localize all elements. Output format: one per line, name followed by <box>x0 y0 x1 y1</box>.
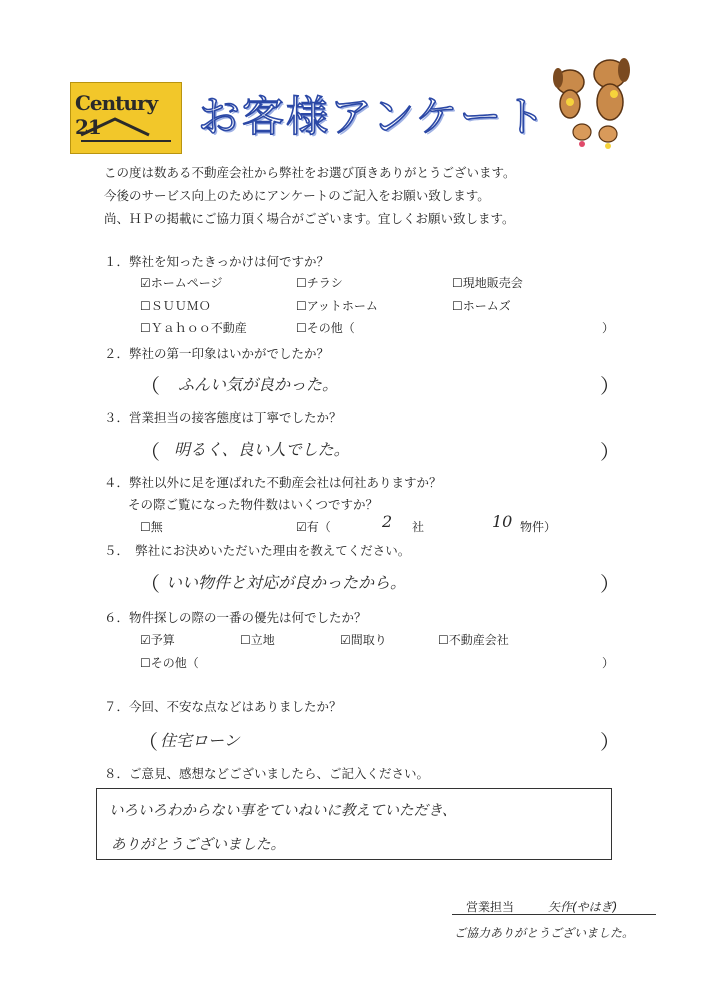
checkbox-location[interactable]: ☐立地 <box>240 633 275 647</box>
checkbox-icon: ☐ <box>140 299 151 313</box>
house-roof-icon <box>79 111 173 145</box>
checkbox-icon: ☐ <box>296 276 307 290</box>
checkbox-checked-icon: ☑ <box>340 633 351 647</box>
question-4: ４．弊社以外に足を運ばれた不動産会社は何社ありますか？ <box>104 475 442 490</box>
property-count[interactable]: 10 <box>492 512 513 531</box>
question-5: ５． 弊社にお決めいただいた理由を教えてください。 <box>104 543 411 558</box>
q7-close-paren: ） <box>600 730 620 754</box>
thanks-text: ご協力ありがとうございました。 <box>454 926 635 940</box>
checkbox-icon: ☐ <box>140 656 151 670</box>
q1-close-paren: ） <box>602 321 615 335</box>
q3-close-paren: ） <box>600 440 620 464</box>
staff-name: 矢作(やはぎ) <box>548 900 618 914</box>
q2-open-paren: （ <box>140 374 160 398</box>
checkbox-suumo[interactable]: ☐ＳＵＵＭＯ <box>140 299 211 313</box>
checkbox-icon: ☐ <box>140 520 151 534</box>
badge-icon <box>566 98 574 106</box>
checkbox-icon: ☐ <box>296 299 307 313</box>
checkbox-icon: ☐ <box>240 633 251 647</box>
checkbox-checked-icon: ☑ <box>140 276 151 290</box>
question-2: ２．弊社の第一印象はいかがでしたか？ <box>104 346 330 361</box>
intro-line-3: 尚、ＨＰの掲載にご協力頂く場合がございます。宜しくお願い致します。 <box>104 211 515 226</box>
q8-answer-line-2: ありがとうございました。 <box>111 837 285 853</box>
q3-open-paren: （ <box>140 440 160 464</box>
checkbox-open-house[interactable]: ☐現地販売会 <box>452 276 523 290</box>
question-7: ７．今回、不安な点などはありましたか？ <box>104 699 342 714</box>
checkbox-icon: ☐ <box>438 633 449 647</box>
question-6: ６．物件探しの際の一番の優先は何でしたか？ <box>104 610 367 625</box>
dog-mascots-icon <box>540 52 640 152</box>
q6-close-paren: ） <box>602 656 615 670</box>
checkbox-other[interactable]: ☐その他（ <box>296 321 355 335</box>
q8-answer-box[interactable] <box>96 788 612 860</box>
q7-answer[interactable]: 住宅ローン <box>160 731 240 750</box>
checkbox-icon: ☐ <box>296 321 307 335</box>
checkbox-none[interactable]: ☐無 <box>140 520 163 534</box>
checkbox-icon: ☐ <box>452 299 463 313</box>
checkbox-homepage[interactable]: ☑ホームページ <box>140 276 223 290</box>
checkbox-floorplan[interactable]: ☑間取り <box>340 633 387 647</box>
checkbox-budget[interactable]: ☑予算 <box>140 633 175 647</box>
question-8: ８．ご意見、感想などございましたら、ご記入ください。 <box>104 766 430 781</box>
checkbox-icon: ☐ <box>452 276 463 290</box>
checkbox-other-priority[interactable]: ☐その他（ <box>140 656 199 670</box>
checkbox-yahoo[interactable]: ☐Ｙａｈｏｏ不動産 <box>140 321 247 335</box>
q5-open-paren: （ <box>140 572 160 596</box>
staff-label: 営業担当 <box>466 900 515 914</box>
q8-answer-line-1: いろいろわからない事をていねいに教えていただき、 <box>109 803 457 819</box>
checkbox-athome[interactable]: ☐アットホーム <box>296 299 378 313</box>
question-4-sub: その際ご覧になった物件数はいくつですか？ <box>128 497 379 512</box>
q2-close-paren: ） <box>600 374 620 398</box>
logo-text: Century 21 <box>75 91 158 139</box>
checkbox-homes[interactable]: ☐ホームズ <box>452 299 511 313</box>
signature-line <box>452 914 656 915</box>
company-unit: 社 <box>412 520 425 534</box>
question-3: ３．営業担当の接客態度は丁寧でしたか？ <box>104 410 342 425</box>
checkbox-flyer[interactable]: ☐チラシ <box>296 276 343 290</box>
q5-answer[interactable]: いい物件と対応が良かったから。 <box>166 573 407 592</box>
checkbox-agency[interactable]: ☐不動産会社 <box>438 633 509 647</box>
q7-open-paren: （ <box>138 730 158 754</box>
intro-line-1: この度は数ある不動産会社から弊社をお選び頂きありがとうございます。 <box>104 165 516 180</box>
century21-logo <box>70 82 182 154</box>
checkbox-icon: ☐ <box>140 321 151 335</box>
q2-answer[interactable]: ふんい気が良かった。 <box>178 375 339 394</box>
company-count[interactable]: 2 <box>382 512 393 531</box>
property-unit: 物件） <box>520 520 557 534</box>
q3-answer[interactable]: 明るく、良い人でした。 <box>174 440 350 459</box>
intro-line-2: 今後のサービス向上のためにアンケートのご記入をお願い致します。 <box>104 188 490 203</box>
checkbox-checked-icon: ☑ <box>140 633 151 647</box>
page-title: お客様アンケート <box>198 92 548 141</box>
checkbox-checked-icon: ☑ <box>296 520 307 534</box>
checkbox-yes[interactable]: ☑有（ <box>296 520 331 534</box>
question-1: １．弊社を知ったきっかけは何ですか？ <box>104 254 330 269</box>
q5-close-paren: ） <box>600 572 620 596</box>
